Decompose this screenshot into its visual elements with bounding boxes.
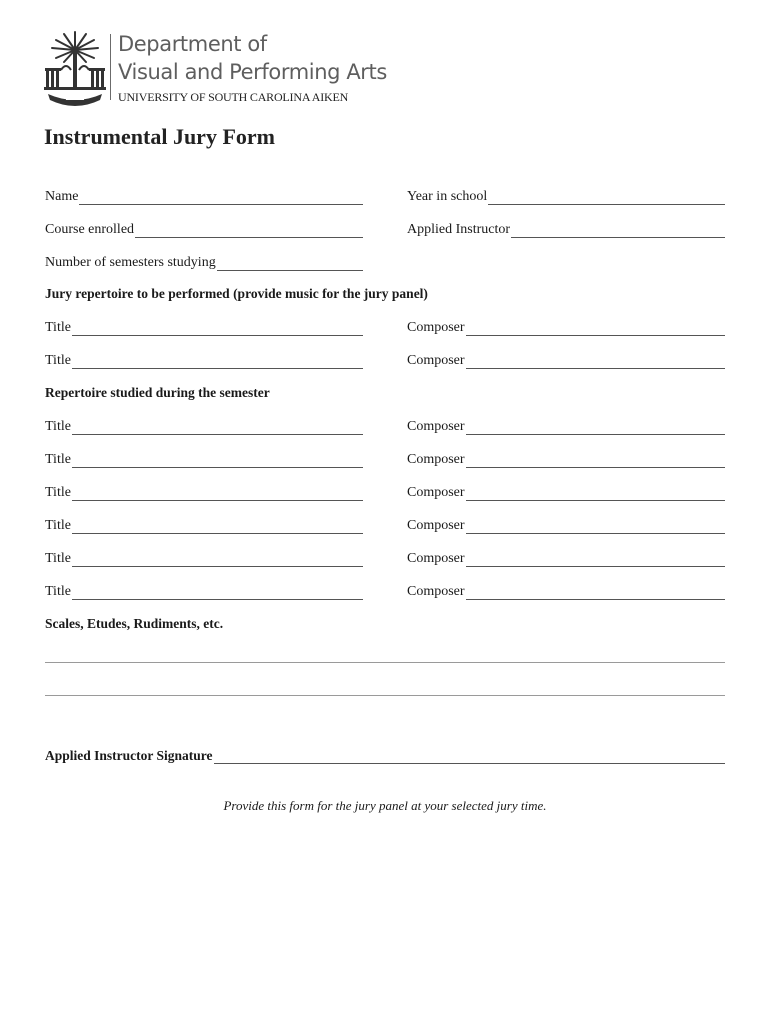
form-instructions-note: Provide this form for the jury panel at your selected jury time. (223, 798, 547, 813)
studied-composer-line[interactable] (466, 420, 725, 435)
jury-title-label: Title (45, 353, 71, 368)
jury-composer-label: Composer (407, 353, 465, 368)
jury-composer-field[interactable] (407, 351, 725, 369)
name-field[interactable] (45, 187, 363, 205)
jury-title-field[interactable] (45, 351, 363, 369)
studied-title-line[interactable] (72, 585, 363, 600)
studied-composer-field[interactable] (407, 516, 725, 534)
jury-composer-line[interactable] (466, 354, 725, 369)
applied-instructor-label: Applied Instructor (407, 222, 511, 237)
studied-composer-line[interactable] (466, 486, 725, 501)
semesters-line[interactable] (217, 256, 363, 271)
studied-title-label: Title (45, 452, 71, 467)
jury-composer-line[interactable] (466, 321, 725, 336)
studied-composer-label: Composer (407, 485, 465, 500)
scales-answer-line[interactable] (45, 695, 725, 696)
university-name: UNIVERSITY OF SOUTH CAROLINA AIKEN (118, 90, 349, 104)
instructor-signature-line[interactable] (214, 749, 725, 764)
jury-repertoire-heading: Jury repertoire to be performed (provide music for the jury panel) (45, 286, 428, 301)
studied-composer-field[interactable] (407, 417, 725, 435)
jury-title-line[interactable] (72, 321, 363, 336)
studied-composer-field[interactable] (407, 582, 725, 600)
studied-title-field[interactable] (45, 549, 363, 567)
studied-title-line[interactable] (72, 453, 363, 468)
studied-title-field[interactable] (45, 582, 363, 600)
jury-title-label: Title (45, 320, 71, 335)
scales-etudes-heading: Scales, Etudes, Rudiments, etc. (45, 616, 224, 631)
studied-composer-label: Composer (407, 551, 465, 566)
repertoire-studied-heading: Repertoire studied during the semester (45, 385, 270, 400)
studied-title-field[interactable] (45, 417, 363, 435)
semesters-label: Number of semesters studying (45, 255, 216, 270)
studied-composer-field[interactable] (407, 483, 725, 501)
applied-instructor-field[interactable] (407, 220, 725, 238)
jury-title-field[interactable] (45, 318, 363, 336)
studied-composer-field[interactable] (407, 450, 725, 468)
studied-composer-line[interactable] (466, 552, 725, 567)
course-enrolled-line[interactable] (135, 223, 363, 238)
studied-composer-label: Composer (407, 419, 465, 434)
studied-title-label: Title (45, 419, 71, 434)
jury-composer-label: Composer (407, 320, 465, 335)
year-in-school-label: Year in school (407, 189, 488, 204)
studied-title-field[interactable] (45, 516, 363, 534)
jury-title-line[interactable] (72, 354, 363, 369)
department-name-line1: Department of (118, 32, 267, 56)
form-title: Instrumental Jury Form (44, 124, 275, 149)
name-line[interactable] (79, 190, 363, 205)
applied-instructor-line[interactable] (511, 223, 725, 238)
studied-composer-field[interactable] (407, 549, 725, 567)
studied-title-label: Title (45, 518, 71, 533)
studied-title-line[interactable] (72, 486, 363, 501)
header (44, 30, 444, 110)
header-divider (110, 34, 111, 100)
studied-title-label: Title (45, 584, 71, 599)
name-label: Name (45, 189, 79, 204)
studied-composer-line[interactable] (466, 519, 725, 534)
studied-title-label: Title (45, 485, 71, 500)
jury-composer-field[interactable] (407, 318, 725, 336)
studied-title-line[interactable] (72, 420, 363, 435)
studied-title-line[interactable] (72, 552, 363, 567)
department-name-line2: Visual and Performing Arts (118, 60, 387, 84)
studied-title-line[interactable] (72, 519, 363, 534)
studied-composer-label: Composer (407, 518, 465, 533)
year-in-school-line[interactable] (488, 190, 725, 205)
studied-composer-label: Composer (407, 452, 465, 467)
palmetto-tree-seal-icon (44, 30, 106, 108)
studied-title-label: Title (45, 551, 71, 566)
year-in-school-field[interactable] (407, 187, 725, 205)
studied-composer-label: Composer (407, 584, 465, 599)
studied-title-field[interactable] (45, 483, 363, 501)
studied-composer-line[interactable] (466, 453, 725, 468)
course-enrolled-field[interactable] (45, 220, 363, 238)
instructor-signature-label: Applied Instructor Signature (45, 748, 213, 763)
semesters-field[interactable] (45, 253, 363, 271)
studied-title-field[interactable] (45, 450, 363, 468)
instructor-signature-field[interactable] (45, 746, 725, 764)
studied-composer-line[interactable] (466, 585, 725, 600)
course-enrolled-label: Course enrolled (45, 222, 135, 237)
scales-answer-line[interactable] (45, 662, 725, 663)
